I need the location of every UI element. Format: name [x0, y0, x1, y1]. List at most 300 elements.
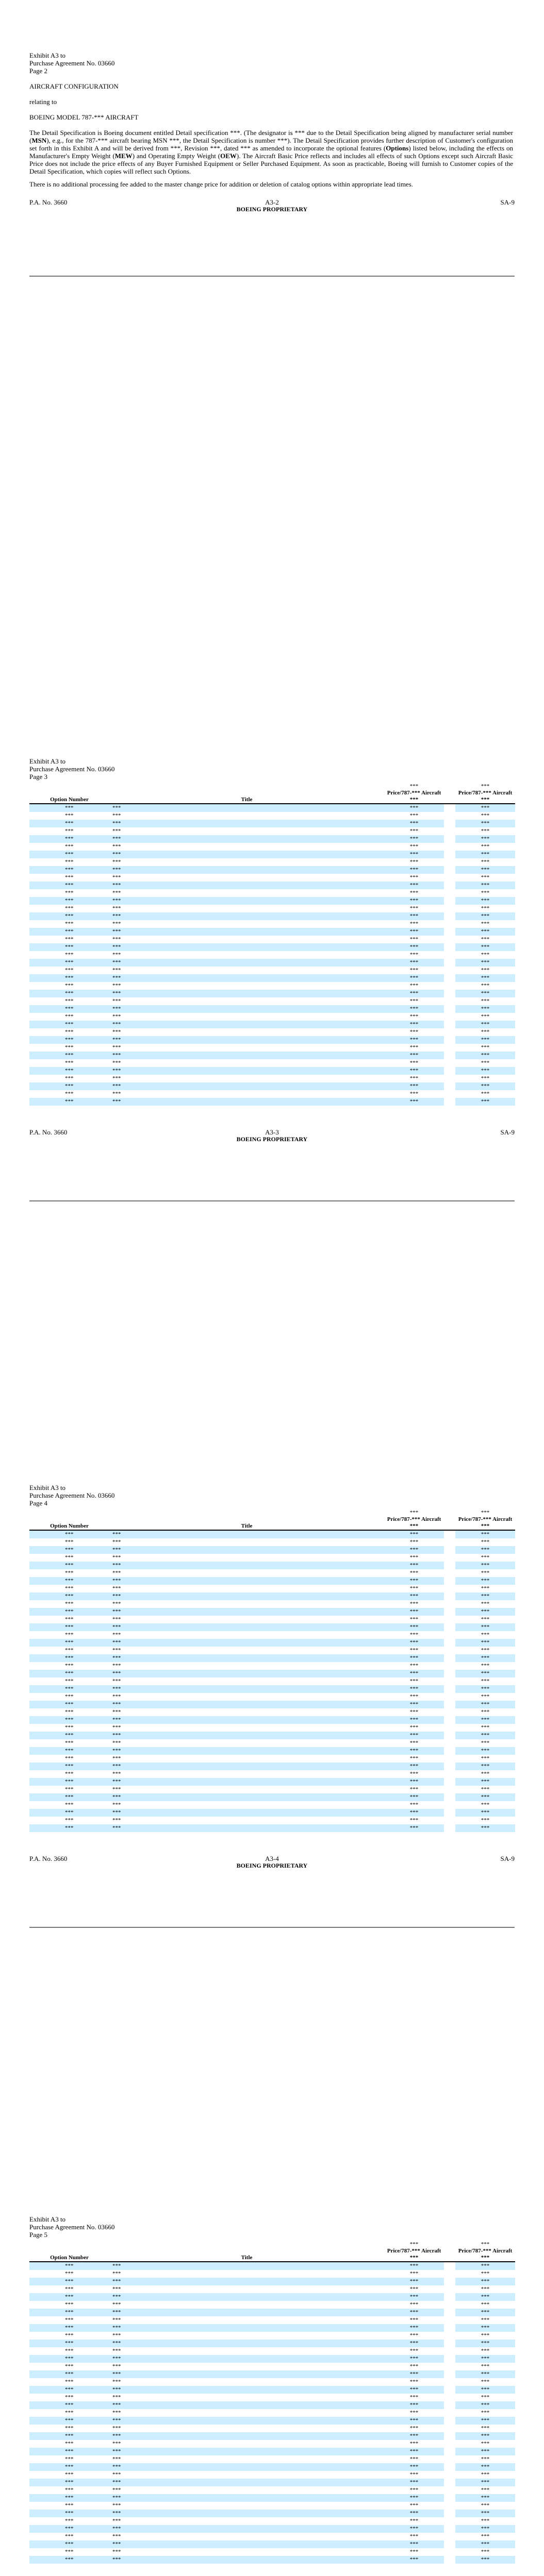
- price-1-cell: ***: [384, 2533, 444, 2540]
- exhibit-header-line-1: Exhibit A3 to: [29, 757, 66, 765]
- price-1-cell: ***: [384, 1755, 444, 1762]
- option-number-cell: ***: [29, 827, 109, 835]
- table-row: [29, 967, 515, 974]
- table-row: [29, 2401, 515, 2409]
- relating-to-text: relating to: [29, 98, 57, 106]
- table-row: [29, 1739, 515, 1747]
- table-row: [29, 866, 515, 874]
- table-row: [29, 1546, 515, 1554]
- price-1-cell: ***: [384, 1538, 444, 1546]
- paragraph-text: ) listed below, including the effects on Manufacturer's Empty Weight (: [29, 144, 513, 160]
- price-2-cell: ***: [455, 2409, 515, 2417]
- title-cell: ***: [109, 1809, 384, 1817]
- price-1-cell: ***: [384, 804, 444, 812]
- option-number-cell: ***: [29, 1067, 109, 1075]
- table-row: [29, 1708, 515, 1716]
- table-row: [29, 2278, 515, 2285]
- price-2-cell: ***: [455, 2355, 515, 2363]
- price-1-cell: ***: [384, 2548, 444, 2556]
- price-1-cell: ***: [384, 2517, 444, 2525]
- table-row: [29, 1770, 515, 1778]
- title-cell: ***: [109, 2347, 384, 2355]
- price-1-cell: ***: [384, 2417, 444, 2425]
- price-1-cell: ***: [384, 2525, 444, 2533]
- price-2-cell: ***: [455, 1569, 515, 1577]
- option-number-cell: ***: [29, 2440, 109, 2448]
- price-1-cell: ***: [384, 1592, 444, 1600]
- price-2-cell: ***: [455, 2540, 515, 2548]
- price-1-cell: ***: [384, 1554, 444, 1562]
- price-1-cell: ***: [384, 1098, 444, 1106]
- title-cell: ***: [109, 1685, 384, 1693]
- price-1-cell: ***: [384, 2324, 444, 2332]
- table-row: [29, 1623, 515, 1631]
- table-row: [29, 1585, 515, 1592]
- table-row: [29, 1013, 515, 1021]
- options-table-body: [29, 1530, 515, 1832]
- table-row: [29, 1654, 515, 1662]
- price-2-cell: ***: [455, 1082, 515, 1090]
- price-2-cell: ***: [455, 2332, 515, 2340]
- price-column-1-top: ***: [409, 1510, 419, 1516]
- option-number-header: Option Number: [29, 1516, 109, 1530]
- price-2-cell: ***: [455, 2347, 515, 2355]
- title-cell: ***: [109, 2363, 384, 2370]
- title-cell: ***: [109, 1044, 384, 1052]
- price-1-cell: ***: [384, 827, 444, 835]
- price-1-cell: ***: [384, 1059, 444, 1067]
- price-2-cell: ***: [455, 1778, 515, 1786]
- title-cell: ***: [109, 1716, 384, 1724]
- price-2-cell: ***: [455, 2486, 515, 2494]
- title-cell: ***: [109, 1546, 384, 1554]
- table-row: [29, 1755, 515, 1762]
- price-1-cell: ***: [384, 1801, 444, 1809]
- options-table: [29, 1510, 515, 1832]
- exhibit-header-line-1: Exhibit A3 to: [29, 52, 66, 59]
- title-cell: ***: [109, 2502, 384, 2510]
- price-1-cell: ***: [384, 1562, 444, 1569]
- table-row: [29, 1662, 515, 1670]
- title-cell: ***: [109, 1739, 384, 1747]
- title-cell: ***: [109, 2463, 384, 2471]
- price-1-cell: ***: [384, 1082, 444, 1090]
- price-2-cell: ***: [455, 1724, 515, 1732]
- option-number-cell: ***: [29, 2355, 109, 2363]
- table-row: [29, 2355, 515, 2363]
- title-cell: ***: [109, 1647, 384, 1654]
- title-cell: ***: [109, 2525, 384, 2533]
- table-row: [29, 1538, 515, 1546]
- title-cell: ***: [109, 2355, 384, 2363]
- price-2-cell: ***: [455, 1809, 515, 1817]
- option-number-cell: ***: [29, 1809, 109, 1817]
- option-number-cell: ***: [29, 2432, 109, 2440]
- price-2-cell: ***: [455, 1623, 515, 1631]
- price-2-cell: ***: [455, 2432, 515, 2440]
- table-row: [29, 2425, 515, 2432]
- option-number-cell: ***: [29, 1059, 109, 1067]
- table-row: [29, 2394, 515, 2401]
- title-cell: ***: [109, 2316, 384, 2324]
- option-number-cell: ***: [29, 1654, 109, 1662]
- option-number-cell: ***: [29, 2540, 109, 2548]
- option-number-cell: ***: [29, 2494, 109, 2502]
- option-number-cell: ***: [29, 2363, 109, 2370]
- price-1-cell: ***: [384, 1747, 444, 1755]
- table-row: [29, 912, 515, 920]
- price-1-cell: ***: [384, 2409, 444, 2417]
- options-table: [29, 2241, 515, 2564]
- price-2-cell: ***: [455, 1075, 515, 1082]
- table-row: [29, 889, 515, 897]
- price-2-cell: ***: [455, 1677, 515, 1685]
- price-2-cell: ***: [455, 1639, 515, 1647]
- title-cell: ***: [109, 2386, 384, 2394]
- title-cell: ***: [109, 1762, 384, 1770]
- table-row: [29, 2494, 515, 2502]
- table-row: [29, 882, 515, 889]
- footer-proprietary: BOEING PROPRIETARY: [236, 1862, 308, 1869]
- price-2-cell: ***: [455, 2270, 515, 2278]
- title-cell: ***: [109, 943, 384, 951]
- table-row: [29, 1028, 515, 1036]
- price-2-cell: ***: [455, 2262, 515, 2270]
- option-number-cell: ***: [29, 1670, 109, 1677]
- option-number-cell: ***: [29, 2556, 109, 2564]
- title-cell: ***: [109, 820, 384, 827]
- title-cell: ***: [109, 812, 384, 820]
- option-number-cell: ***: [29, 982, 109, 990]
- price-2-cell: ***: [455, 1654, 515, 1662]
- title-cell: ***: [109, 2401, 384, 2409]
- price-1-cell: ***: [384, 2556, 444, 2564]
- price-2-cell: ***: [455, 1021, 515, 1028]
- option-number-cell: ***: [29, 1662, 109, 1670]
- option-number-cell: ***: [29, 882, 109, 889]
- price-1-cell: ***: [384, 1817, 444, 1824]
- title-cell: ***: [109, 1747, 384, 1755]
- table-row: [29, 1530, 515, 1538]
- price-2-cell: ***: [455, 1592, 515, 1600]
- table-row: [29, 1075, 515, 1082]
- price-1-cell: ***: [384, 2432, 444, 2440]
- table-row: [29, 2332, 515, 2340]
- paragraph-text: ). The Aircraft Basic Price reflects and includes all effects of such Options except such Aircraft Basic Price does not include the price effects of any Buyer Furnished Equipment or Seller Purchased Equipment. As soon as practicable, Boeing will furnish to Customer copies of the Detail Specification, which copies will reflect such Options.: [29, 152, 514, 175]
- table-row: [29, 2471, 515, 2479]
- option-number-cell: ***: [29, 1685, 109, 1693]
- price-2-cell: ***: [455, 1824, 515, 1832]
- option-number-cell: ***: [29, 967, 109, 974]
- price-2-cell: ***: [455, 843, 515, 851]
- exhibit-header-line-3: Page 5: [29, 2231, 48, 2239]
- price-1-cell: ***: [384, 2378, 444, 2386]
- price-1-cell: ***: [384, 2448, 444, 2455]
- option-number-cell: ***: [29, 928, 109, 936]
- option-number-cell: ***: [29, 804, 109, 812]
- title-cell: ***: [109, 928, 384, 936]
- price-2-cell: ***: [455, 905, 515, 912]
- section-title: AIRCRAFT CONFIGURATION: [29, 82, 119, 90]
- table-row: [29, 1817, 515, 1824]
- price-1-cell: ***: [384, 2540, 444, 2548]
- title-cell: ***: [109, 874, 384, 882]
- title-cell: ***: [109, 1654, 384, 1662]
- price-2-cell: ***: [455, 874, 515, 882]
- title-cell: ***: [109, 2262, 384, 2270]
- option-number-cell: ***: [29, 1585, 109, 1592]
- price-2-cell: ***: [455, 2386, 515, 2394]
- option-number-cell: ***: [29, 2309, 109, 2316]
- option-number-cell: ***: [29, 2479, 109, 2486]
- price-2-cell: ***: [455, 1608, 515, 1616]
- title-cell: ***: [109, 974, 384, 982]
- price-2-cell: ***: [455, 2510, 515, 2517]
- defined-term-oew: OEW: [220, 152, 237, 160]
- option-number-cell: ***: [29, 1028, 109, 1036]
- title-cell: ***: [109, 897, 384, 905]
- title-cell: ***: [109, 1670, 384, 1677]
- price-1-cell: ***: [384, 874, 444, 882]
- price-2-cell: ***: [455, 2285, 515, 2293]
- defined-term-options: Options: [386, 144, 409, 152]
- price-2-cell: ***: [455, 1098, 515, 1106]
- price-2-cell: ***: [455, 2363, 515, 2370]
- price-1-cell: ***: [384, 2463, 444, 2471]
- title-cell: ***: [109, 1098, 384, 1106]
- title-cell: ***: [109, 2533, 384, 2540]
- title-cell: ***: [109, 1770, 384, 1778]
- table-row: [29, 851, 515, 858]
- table-row: [29, 1732, 515, 1739]
- price-2-cell: ***: [455, 1005, 515, 1013]
- price-1-cell: ***: [384, 1770, 444, 1778]
- title-cell: ***: [109, 1036, 384, 1044]
- table-row: [29, 1082, 515, 1090]
- price-1-cell: ***: [384, 1793, 444, 1801]
- price-1-cell: ***: [384, 1090, 444, 1098]
- table-row: [29, 2533, 515, 2540]
- title-cell: ***: [109, 1701, 384, 1708]
- title-cell: ***: [109, 1013, 384, 1021]
- option-number-cell: ***: [29, 1608, 109, 1616]
- footer-sa-number: SA-9: [500, 1855, 515, 1862]
- price-2-cell: ***: [455, 2548, 515, 2556]
- title-cell: ***: [109, 1786, 384, 1793]
- option-number-cell: ***: [29, 1747, 109, 1755]
- price-1-cell: ***: [384, 2370, 444, 2378]
- table-row: [29, 2270, 515, 2278]
- price-2-cell: ***: [455, 1577, 515, 1585]
- price-1-cell: ***: [384, 1739, 444, 1747]
- table-row: [29, 820, 515, 827]
- title-cell: ***: [109, 2548, 384, 2556]
- price-2-cell: ***: [455, 1770, 515, 1778]
- table-row: [29, 997, 515, 1005]
- table-row: [29, 1562, 515, 1569]
- title-cell: ***: [109, 2417, 384, 2425]
- price-2-cell: ***: [455, 882, 515, 889]
- title-cell: ***: [109, 843, 384, 851]
- title-cell: ***: [109, 1639, 384, 1647]
- exhibit-header-line-2: Purchase Agreement No. 03660: [29, 2223, 115, 2231]
- table-row: [29, 1716, 515, 1724]
- option-number-cell: ***: [29, 2324, 109, 2332]
- table-row: [29, 874, 515, 882]
- option-number-cell: ***: [29, 1090, 109, 1098]
- price-2-cell: ***: [455, 1762, 515, 1770]
- option-number-cell: ***: [29, 936, 109, 943]
- option-number-cell: ***: [29, 2448, 109, 2455]
- option-number-cell: ***: [29, 943, 109, 951]
- exhibit-header-line-3: Page 4: [29, 1499, 48, 1507]
- table-row: [29, 1631, 515, 1639]
- table-row: [29, 2510, 515, 2517]
- price-1-cell: ***: [384, 1623, 444, 1631]
- option-number-header: Option Number: [29, 2248, 109, 2262]
- price-2-cell: ***: [455, 2293, 515, 2301]
- price-2-cell: ***: [455, 1538, 515, 1546]
- price-2-cell: ***: [455, 2316, 515, 2324]
- table-row: [29, 1793, 515, 1801]
- table-row: [29, 2370, 515, 2378]
- option-number-cell: ***: [29, 889, 109, 897]
- title-cell: ***: [109, 1554, 384, 1562]
- option-number-cell: ***: [29, 2394, 109, 2401]
- options-table-body: [29, 2262, 515, 2564]
- title-cell: ***: [109, 1082, 384, 1090]
- title-cell: ***: [109, 1708, 384, 1716]
- option-number-cell: ***: [29, 1623, 109, 1631]
- option-number-cell: ***: [29, 1762, 109, 1770]
- option-number-cell: ***: [29, 1724, 109, 1732]
- title-cell: ***: [109, 1530, 384, 1538]
- price-2-cell: ***: [455, 1693, 515, 1701]
- title-cell: ***: [109, 851, 384, 858]
- price-2-cell: ***: [455, 1013, 515, 1021]
- table-row: [29, 1592, 515, 1600]
- table-row: [29, 1824, 515, 1832]
- title-header: Title: [109, 790, 384, 804]
- option-number-cell: ***: [29, 1021, 109, 1028]
- price-1-cell: ***: [384, 1639, 444, 1647]
- price-1-cell: ***: [384, 2386, 444, 2394]
- table-row: [29, 804, 515, 812]
- option-number-cell: ***: [29, 920, 109, 928]
- title-cell: ***: [109, 2394, 384, 2401]
- footer-proprietary: BOEING PROPRIETARY: [236, 206, 308, 213]
- title-cell: ***: [109, 982, 384, 990]
- title-cell: ***: [109, 827, 384, 835]
- title-cell: ***: [109, 1778, 384, 1786]
- option-number-cell: ***: [29, 905, 109, 912]
- price-1-cell: ***: [384, 943, 444, 951]
- exhibit-header-line-2: Purchase Agreement No. 03660: [29, 1492, 115, 1499]
- table-row: [29, 1670, 515, 1677]
- price-1-cell: ***: [384, 843, 444, 851]
- table-row: [29, 2540, 515, 2548]
- table-row: [29, 2309, 515, 2316]
- defined-term-mew: MEW: [114, 152, 133, 160]
- title-cell: ***: [109, 1059, 384, 1067]
- price-2-cell: ***: [455, 2401, 515, 2409]
- exhibit-header-line-1: Exhibit A3 to: [29, 2215, 66, 2223]
- option-number-cell: ***: [29, 874, 109, 882]
- table-row: [29, 1067, 515, 1075]
- option-number-cell: ***: [29, 851, 109, 858]
- price-1-cell: ***: [384, 959, 444, 967]
- price-1-cell: ***: [384, 882, 444, 889]
- table-row: [29, 897, 515, 905]
- price-1-cell: ***: [384, 1021, 444, 1028]
- title-cell: ***: [109, 2301, 384, 2309]
- title-cell: ***: [109, 1801, 384, 1809]
- table-row: [29, 1052, 515, 1059]
- table-row: [29, 1098, 515, 1106]
- table-row: [29, 920, 515, 928]
- price-1-cell: ***: [384, 1716, 444, 1724]
- table-row: [29, 2347, 515, 2355]
- option-number-cell: ***: [29, 2455, 109, 2463]
- option-number-cell: ***: [29, 912, 109, 920]
- option-number-cell: ***: [29, 974, 109, 982]
- title-cell: ***: [109, 2340, 384, 2347]
- table-row: [29, 858, 515, 866]
- title-cell: ***: [109, 912, 384, 920]
- table-row: [29, 2285, 515, 2293]
- title-cell: ***: [109, 1075, 384, 1082]
- price-1-cell: ***: [384, 920, 444, 928]
- price-2-cell: ***: [455, 1670, 515, 1677]
- price-2-cell: ***: [455, 997, 515, 1005]
- price-2-cell: ***: [455, 943, 515, 951]
- title-cell: ***: [109, 2285, 384, 2293]
- table-row: [29, 2517, 515, 2525]
- option-number-cell: ***: [29, 897, 109, 905]
- price-2-cell: ***: [455, 928, 515, 936]
- price-1-cell: ***: [384, 2340, 444, 2347]
- title-cell: ***: [109, 1028, 384, 1036]
- title-cell: ***: [109, 1538, 384, 1546]
- title-cell: ***: [109, 1662, 384, 1670]
- option-number-cell: ***: [29, 1701, 109, 1708]
- title-cell: ***: [109, 1608, 384, 1616]
- title-cell: ***: [109, 2556, 384, 2564]
- price-1-cell: ***: [384, 2347, 444, 2355]
- title-cell: ***: [109, 1623, 384, 1631]
- title-cell: ***: [109, 2471, 384, 2479]
- price-2-cell: ***: [455, 1036, 515, 1044]
- price-1-cell: ***: [384, 1577, 444, 1585]
- table-row: [29, 1616, 515, 1623]
- footer-proprietary: BOEING PROPRIETARY: [236, 1136, 308, 1143]
- option-number-cell: ***: [29, 1075, 109, 1082]
- table-row: [29, 1693, 515, 1701]
- option-number-cell: ***: [29, 2340, 109, 2347]
- price-1-cell: ***: [384, 851, 444, 858]
- price-1-cell: ***: [384, 1809, 444, 1817]
- price-2-cell: ***: [455, 1530, 515, 1538]
- price-1-cell: ***: [384, 2355, 444, 2363]
- price-1-cell: ***: [384, 997, 444, 1005]
- option-number-cell: ***: [29, 1732, 109, 1739]
- price-1-cell: ***: [384, 1044, 444, 1052]
- title-header: Title: [109, 1516, 384, 1530]
- price-2-cell: ***: [455, 2479, 515, 2486]
- price-2-cell: ***: [455, 1044, 515, 1052]
- price-2-cell: ***: [455, 1732, 515, 1739]
- title-cell: ***: [109, 1817, 384, 1824]
